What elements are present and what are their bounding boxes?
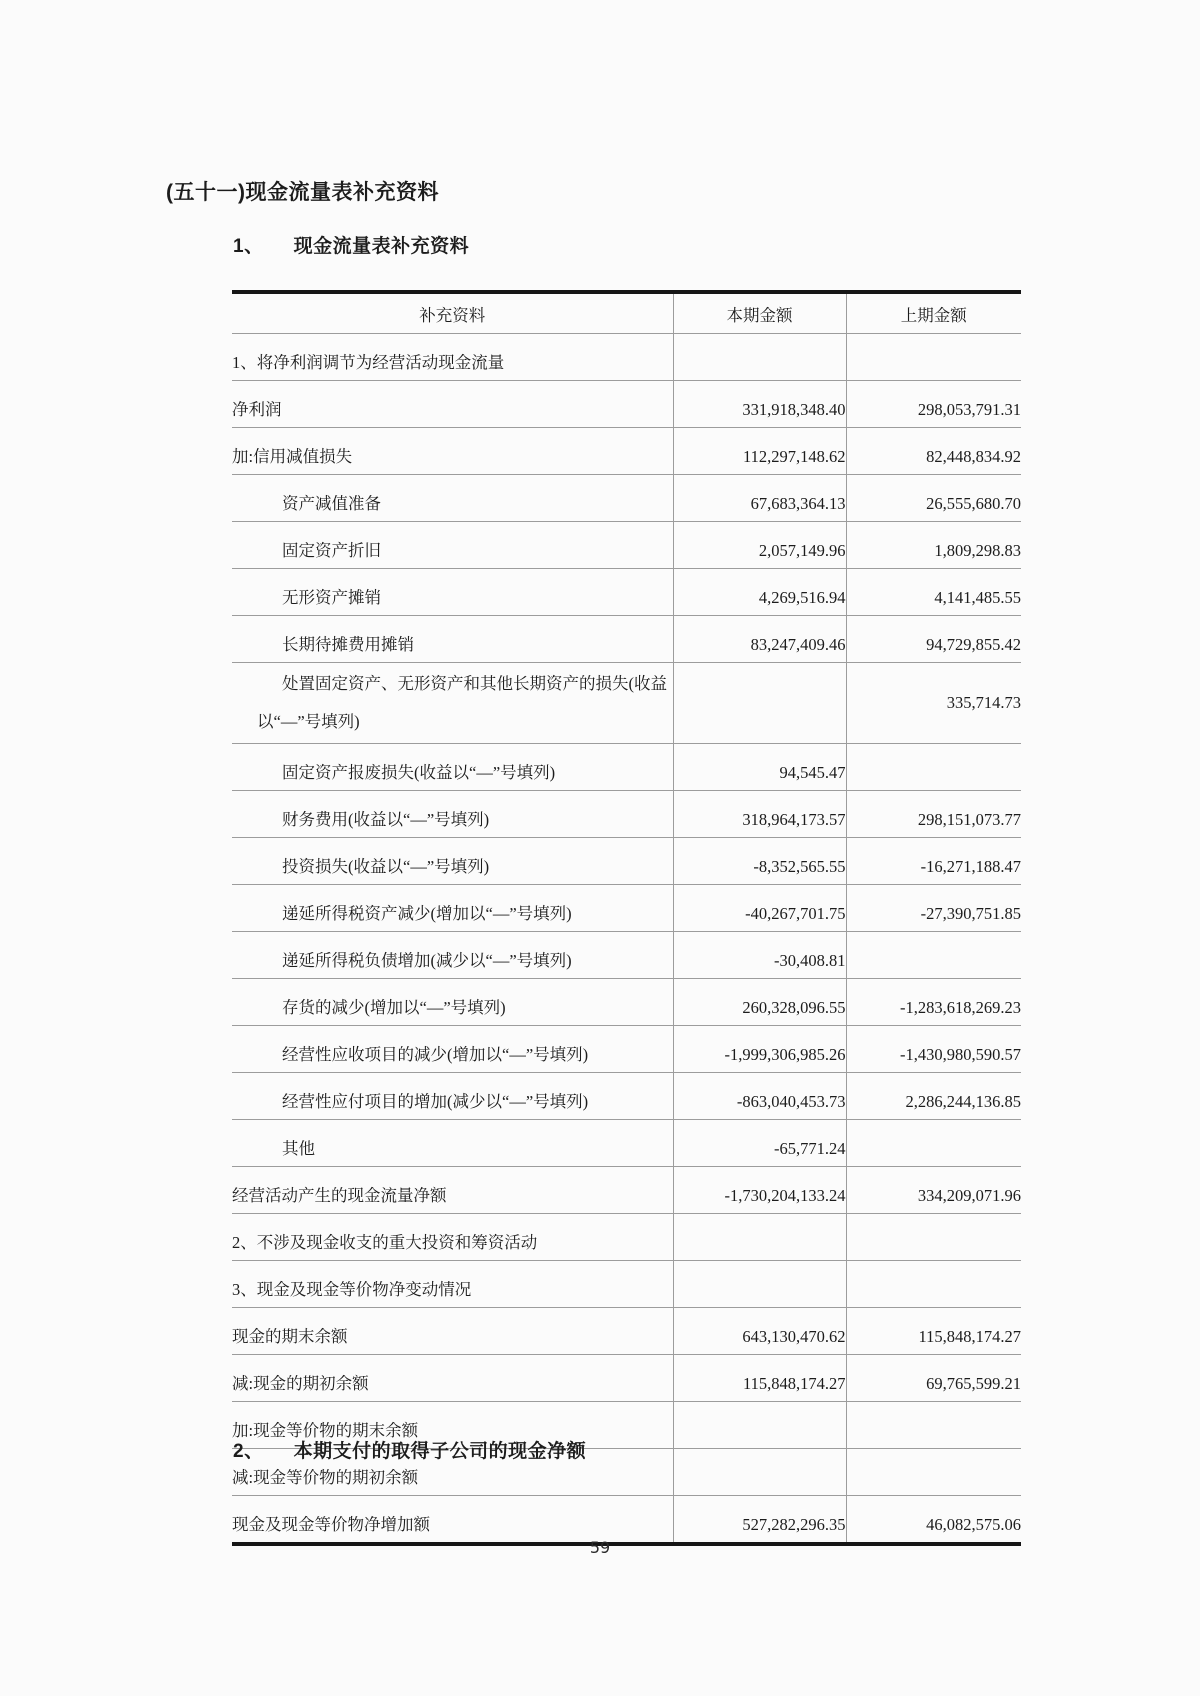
row-label: 经营性应收项目的减少(增加以“—”号填列) <box>232 1026 673 1073</box>
table-row <box>232 616 1021 663</box>
prior-amount-cell: 94,729,855.42 <box>846 616 1021 663</box>
table-row <box>232 334 1021 381</box>
prior-amount-cell <box>846 932 1021 979</box>
row-label: 投资损失(收益以“—”号填列) <box>232 838 673 885</box>
row-label: 长期待摊费用摊销 <box>232 616 673 663</box>
row-label: 现金及现金等价物净增加额 <box>232 1496 673 1545</box>
prior-amount-cell: -27,390,751.85 <box>846 885 1021 932</box>
table-row <box>232 1261 1021 1308</box>
row-label: 处置固定资产、无形资产和其他长期资产的损失(收益以“—”号填列) <box>232 663 673 744</box>
current-amount-cell <box>673 1449 846 1496</box>
row-label: 2、不涉及现金收支的重大投资和筹资活动 <box>232 1214 673 1261</box>
section-title: (五十一)现金流量表补充资料 <box>166 181 439 204</box>
row-label: 财务费用(收益以“—”号填列) <box>232 791 673 838</box>
current-amount-cell: -8,352,565.55 <box>673 838 846 885</box>
prior-amount-cell: -16,271,188.47 <box>846 838 1021 885</box>
current-amount-cell: -30,408.81 <box>673 932 846 979</box>
table-row <box>232 475 1021 522</box>
subsection-2-heading <box>233 1436 586 1463</box>
subsection-1-number: 1、 <box>233 236 264 257</box>
row-label: 经营性应付项目的增加(减少以“—”号填列) <box>232 1073 673 1120</box>
row-label: 加:现金等价物的期末余额 <box>232 1402 673 1449</box>
prior-amount-cell: 26,555,680.70 <box>846 475 1021 522</box>
table-row <box>232 1120 1021 1167</box>
prior-amount-cell: -1,283,618,269.23 <box>846 979 1021 1026</box>
current-amount-cell: 260,328,096.55 <box>673 979 846 1026</box>
prior-amount-cell <box>846 1214 1021 1261</box>
subsection-2-number: 2、 <box>233 1441 264 1462</box>
col-header-supplementary: 补充资料 <box>232 292 673 334</box>
row-label: 经营活动产生的现金流量净额 <box>232 1167 673 1214</box>
row-label: 递延所得税负债增加(减少以“—”号填列) <box>232 932 673 979</box>
prior-amount-cell: 69,765,599.21 <box>846 1355 1021 1402</box>
prior-amount-cell <box>846 1449 1021 1496</box>
prior-amount-cell <box>846 1120 1021 1167</box>
table-row <box>232 744 1021 791</box>
current-amount-cell: -40,267,701.75 <box>673 885 846 932</box>
current-amount-cell: 83,247,409.46 <box>673 616 846 663</box>
row-label: 存货的减少(增加以“—”号填列) <box>232 979 673 1026</box>
subsection-1-title: 现金流量表补充资料 <box>293 236 470 257</box>
table-row <box>232 522 1021 569</box>
table-row <box>232 569 1021 616</box>
table-row <box>232 979 1021 1026</box>
row-label: 加:信用减值损失 <box>232 428 673 475</box>
table-row <box>232 1496 1021 1545</box>
current-amount-cell: -1,999,306,985.26 <box>673 1026 846 1073</box>
prior-amount-cell <box>846 1261 1021 1308</box>
row-label: 减:现金等价物的期初余额 <box>232 1449 673 1496</box>
table-row <box>232 1167 1021 1214</box>
prior-amount-cell: 1,809,298.83 <box>846 522 1021 569</box>
current-amount-cell: -1,730,204,133.24 <box>673 1167 846 1214</box>
table-row <box>232 885 1021 932</box>
current-amount-cell <box>673 1214 846 1261</box>
current-amount-cell: 331,918,348.40 <box>673 381 846 428</box>
prior-amount-cell <box>846 1402 1021 1449</box>
row-label: 其他 <box>232 1120 673 1167</box>
cash-flow-supplementary-table <box>232 290 1021 1546</box>
prior-amount-cell: 46,082,575.06 <box>846 1496 1021 1545</box>
prior-amount-cell: 2,286,244,136.85 <box>846 1073 1021 1120</box>
row-label: 净利润 <box>232 381 673 428</box>
subsection-2-title: 本期支付的取得子公司的现金净额 <box>293 1441 587 1462</box>
row-label: 现金的期末余额 <box>232 1308 673 1355</box>
current-amount-cell: 94,545.47 <box>673 744 846 791</box>
row-label: 固定资产报废损失(收益以“—”号填列) <box>232 744 673 791</box>
col-header-prior-period: 上期金额 <box>846 292 1021 334</box>
current-amount-cell: 2,057,149.96 <box>673 522 846 569</box>
table-row <box>232 791 1021 838</box>
prior-amount-cell <box>846 334 1021 381</box>
prior-amount-cell <box>846 744 1021 791</box>
page-number: 59 <box>589 1538 611 1557</box>
table-row <box>232 1214 1021 1261</box>
current-amount-cell: -863,040,453.73 <box>673 1073 846 1120</box>
prior-amount-cell: 334,209,071.96 <box>846 1167 1021 1214</box>
prior-amount-cell: 4,141,485.55 <box>846 569 1021 616</box>
prior-amount-cell: 298,053,791.31 <box>846 381 1021 428</box>
table-row <box>232 1073 1021 1120</box>
table-row <box>232 932 1021 979</box>
row-label: 递延所得税资产减少(增加以“—”号填列) <box>232 885 673 932</box>
current-amount-cell: -65,771.24 <box>673 1120 846 1167</box>
row-label: 资产减值准备 <box>232 475 673 522</box>
table-row <box>232 838 1021 885</box>
table-row <box>232 381 1021 428</box>
prior-amount-cell: 115,848,174.27 <box>846 1308 1021 1355</box>
row-label: 固定资产折旧 <box>232 522 673 569</box>
current-amount-cell <box>673 1261 846 1308</box>
current-amount-cell: 112,297,148.62 <box>673 428 846 475</box>
current-amount-cell: 115,848,174.27 <box>673 1355 846 1402</box>
row-label: 无形资产摊销 <box>232 569 673 616</box>
current-amount-cell: 67,683,364.13 <box>673 475 846 522</box>
current-amount-cell <box>673 334 846 381</box>
current-amount-cell <box>673 663 846 744</box>
current-amount-cell <box>673 1402 846 1449</box>
current-amount-cell: 643,130,470.62 <box>673 1308 846 1355</box>
prior-amount-cell: -1,430,980,590.57 <box>846 1026 1021 1073</box>
prior-amount-cell: 335,714.73 <box>846 663 1021 744</box>
subsection-1-heading <box>233 231 469 258</box>
table-header-row <box>232 292 1021 334</box>
table-row <box>232 1355 1021 1402</box>
row-label: 3、现金及现金等价物净变动情况 <box>232 1261 673 1308</box>
supplementary-table-container <box>232 290 1021 1546</box>
row-label: 1、将净利润调节为经营活动现金流量 <box>232 334 673 381</box>
current-amount-cell: 527,282,296.35 <box>673 1496 846 1545</box>
current-amount-cell: 318,964,173.57 <box>673 791 846 838</box>
row-label: 减:现金的期初余额 <box>232 1355 673 1402</box>
table-row <box>232 428 1021 475</box>
prior-amount-cell: 298,151,073.77 <box>846 791 1021 838</box>
table-row <box>232 1308 1021 1355</box>
table-row <box>232 1026 1021 1073</box>
table-row <box>232 663 1021 744</box>
prior-amount-cell: 82,448,834.92 <box>846 428 1021 475</box>
col-header-current-period: 本期金额 <box>673 292 846 334</box>
current-amount-cell: 4,269,516.94 <box>673 569 846 616</box>
